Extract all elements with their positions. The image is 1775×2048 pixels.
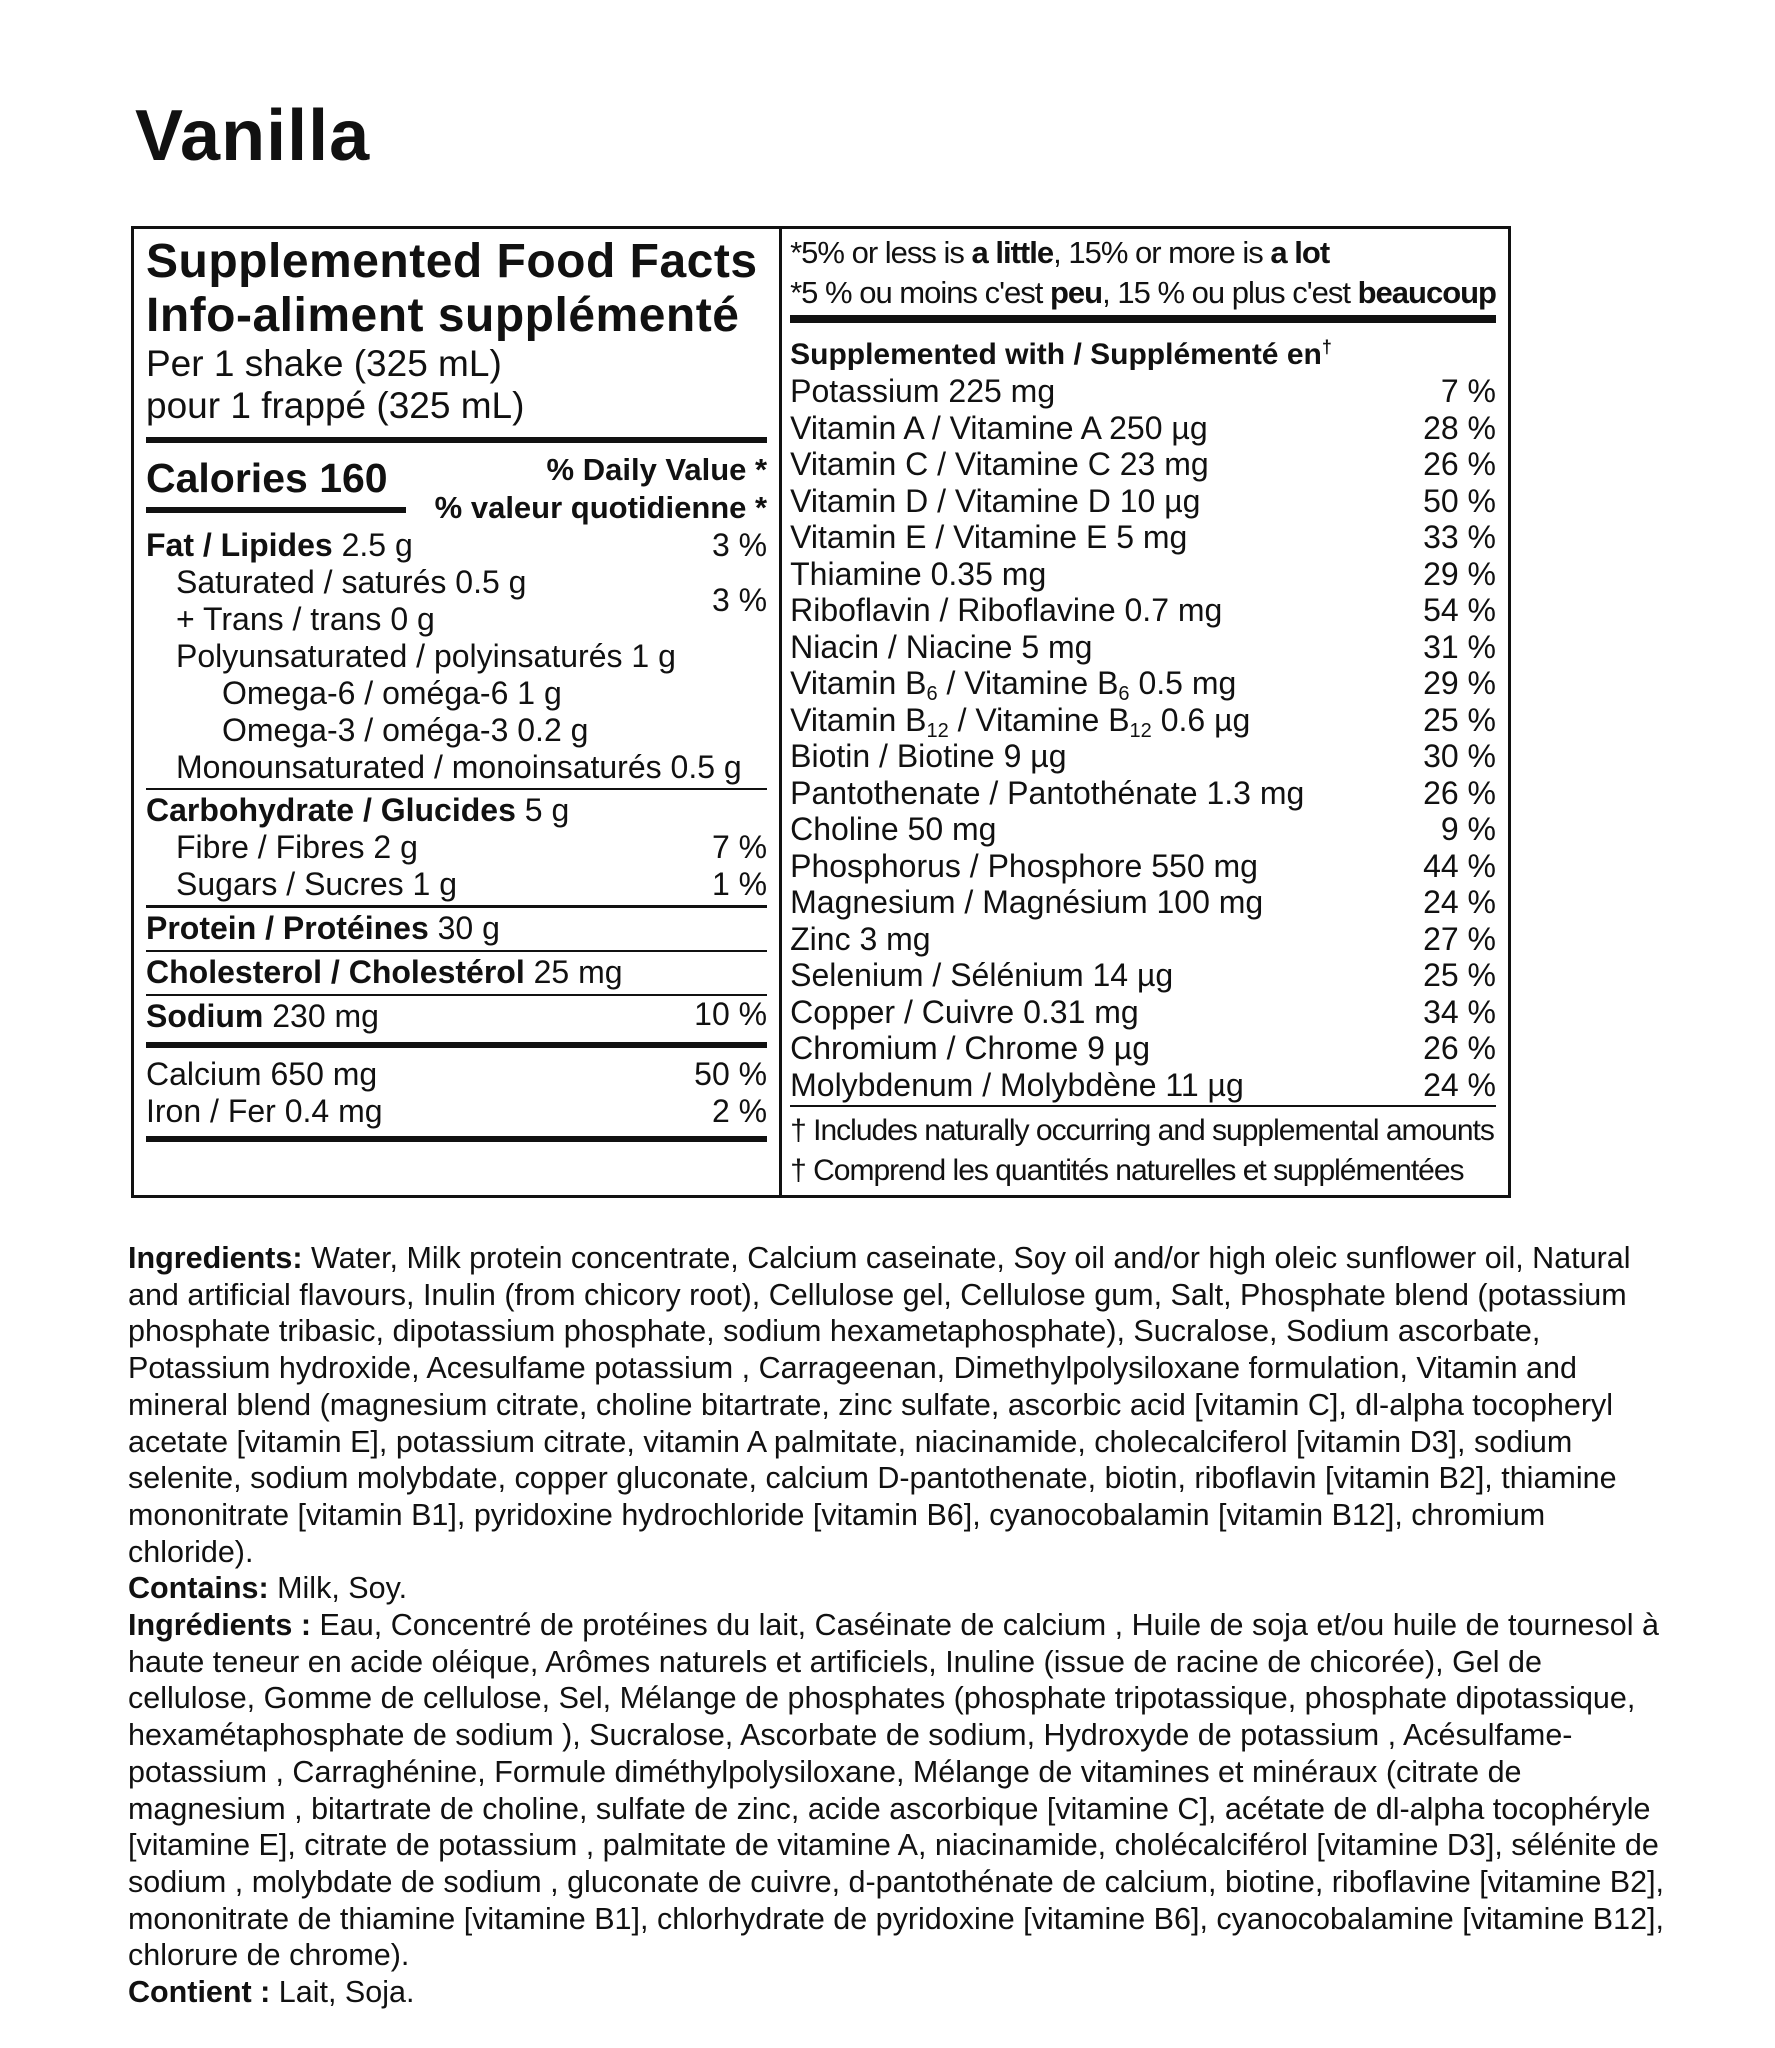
sugars-row: [146, 866, 767, 903]
omega3-row: [146, 712, 767, 749]
supplement-label: Niacin / Niacine 5 mg: [790, 628, 1093, 665]
supplement-pct: 26 %: [1423, 774, 1496, 811]
calories-row: [146, 443, 767, 525]
b12-pct: 25 %: [1423, 701, 1496, 738]
contains-en: [128, 1570, 1668, 1607]
calcium-label: Calcium 650 mg: [146, 1056, 378, 1092]
note-emphasis: a lot: [1270, 235, 1330, 270]
b6-amount: 0.5 mg: [1129, 665, 1237, 701]
supplement-row: [790, 811, 1496, 848]
supplement-label: Pantothenate / Pantothénate 1.3 mg: [790, 774, 1305, 811]
supplement-row: [790, 848, 1496, 885]
fat-label: Fat / Lipides: [146, 527, 333, 563]
supplement-row: [790, 373, 1496, 410]
iron-row: [146, 1093, 767, 1130]
cholesterol-amount: 25 mg: [524, 954, 623, 990]
divider: [790, 315, 1496, 323]
dagger-mark: †: [1321, 337, 1332, 357]
supplement-pct: 30 %: [1423, 738, 1496, 774]
sugars-pct: 1 %: [711, 866, 768, 902]
fat-section: [146, 525, 767, 788]
b6-label-b: / Vitamine B: [937, 665, 1119, 701]
ingredients-en-text: Water, Milk protein concentrate, Calcium caseinate, Soy oil and/or high oleic sunflower oil, Natural and artificial flavours, Inulin (from chicory root), Cellulose gel, Cellulose gum, Salt, Phosphate blend (potassium phosphate tribasic, dipotassium phosphate, sodium hexametaphosphate), Sucralose, Sodium ascorbate, Potassium hydroxide, Acesulfame potassium , Carrageenan, Dimethylpolysiloxane formulation, Vitamin and mineral blend (magnesium citrate, choline bitartrate, zinc sulfate, ascorbic acid [vitamin C], dl-alpha tocopheryl acetate [vitamin E], potassium citrate, vitamin A palmitate, niacinamide, cholecalciferol [vitamin D3], sodium selenite, sodium molybdate, copper gluconate, calcium D-pantothenate, biotin, riboflavin [vitamin B2], thiamine mononitrate [vitamin B1], pyridoxine hydrochloride [vitamin B6], cyanocobalamin [vitamin B12], chromium chloride).: [128, 1241, 1631, 1569]
supplement-label: Magnesium / Magnésium 100 mg: [790, 884, 1264, 920]
supplement-pct: 9 %: [1440, 811, 1496, 847]
contains-en-text: Milk, Soy.: [268, 1571, 408, 1606]
supplement-list: [790, 373, 1496, 665]
supplement-row: [790, 629, 1496, 666]
footnote-fr: † Comprend les quantités naturelles et supplémentées: [790, 1154, 1464, 1187]
supplement-row: [790, 483, 1496, 520]
omega6-row: [146, 675, 767, 712]
supplement-pct: 54 %: [1423, 592, 1496, 628]
note-text: *5% or less is: [790, 235, 972, 270]
supplement-pct: 31 %: [1423, 628, 1496, 665]
supplement-row: [790, 921, 1496, 958]
sodium-label: Sodium: [146, 998, 264, 1034]
b6-sub: 6: [1118, 683, 1130, 705]
divider: [146, 507, 406, 513]
ingredients-fr: [128, 1607, 1668, 1974]
supplement-list: [790, 738, 1496, 1103]
facts-title-fr: Info-aliment supplémenté: [146, 289, 740, 342]
b6-label-a: Vitamin B: [790, 665, 927, 701]
saturated-row: [146, 564, 768, 618]
contains-fr-text: Lait, Soja.: [270, 1975, 415, 2010]
note-emphasis: beaucoup: [1357, 275, 1496, 310]
flavor-title: Vanilla: [135, 96, 371, 176]
supplement-label: Potassium 225 mg: [790, 373, 1056, 409]
contains-fr-label: Contient :: [128, 1975, 271, 2010]
note-text: , 15 % ou plus c'est: [1102, 275, 1358, 310]
supplement-pct: 44 %: [1423, 847, 1496, 884]
supplement-row: [790, 410, 1496, 447]
note-text: , 15% or more is: [1053, 235, 1271, 270]
supplement-row-b12: [790, 701, 1496, 742]
sodium-row: [146, 996, 767, 1040]
ingredients-section: [128, 1240, 1668, 2011]
supplement-row: [790, 738, 1496, 775]
mono-row: [146, 749, 767, 786]
iron-label: Iron / Fer 0.4 mg: [146, 1093, 383, 1129]
supplement-label: Choline 50 mg: [790, 811, 997, 847]
supplemented-heading-text: Supplemented with / Supplémenté en: [790, 338, 1322, 371]
sodium-pct: 10 %: [694, 996, 768, 1032]
supplement-label: Selenium / Sélénium 14 µg: [790, 957, 1174, 993]
supplement-label: Copper / Cuivre 0.31 mg: [790, 993, 1139, 1030]
carb-label: Carbohydrate / Glucides: [146, 792, 516, 828]
supplement-pct: 24 %: [1423, 1066, 1496, 1103]
note-emphasis: a little: [971, 235, 1054, 270]
daily-value-fr: % valeur quotidienne *: [434, 490, 768, 525]
supplement-label: Vitamin A / Vitamine A 250 µg: [790, 409, 1208, 446]
supplement-label: Zinc 3 mg: [790, 920, 931, 957]
carb-amount: 5 g: [515, 792, 570, 828]
poly-row: [146, 638, 767, 675]
supplement-pct: 50 %: [1423, 482, 1496, 519]
iron-pct: 2 %: [711, 1093, 768, 1129]
daily-value-note-fr: [790, 273, 1496, 313]
supplement-label: Vitamin D / Vitamine D 10 µg: [790, 482, 1201, 519]
b12-sub: 12: [926, 719, 949, 742]
b12-sub: 12: [1129, 719, 1152, 742]
ingredients-fr-text: Eau, Concentré de protéines du lait, Caséinate de calcium , Huile de soja et/ou huile de tournesol à haute teneur en acide oléique, Arômes naturels et artificiels, Inuline (issue de racine de chicorée), Gel de cellulose, Gomme de cellulose, Sel, Mélange de phosphates (phosphate tripotassique, phosphate dipotassique, hexamétaphosphate de sodium ), Sucralose, Ascorbate de sodium, Hydroxyde de potassium , Acésulfame-potassium , Carraghénine, Formule diméthylpolysiloxane, Mélange de vitamines et minéraux (citrate de magnesium , bitartrate de choline, sulfate de zinc, acide ascorbique [vitamine C], acétate de dl-alpha tocophéryle [vitamine E], citrate de potassium , palmitate de vitamine A, niacinamide, cholécalciférol [vitamine D3], sélénite de sodium , molybdate de sodium , gluconate de cuivre, d-pantothénate de calcium, biotine, riboflavine [vitamine B2], mononitrate de thiamine [vitamine B1], chlorhydrate de pyridoxine [vitamine B6], cyanocobalamine [vitamine B12], chlorure de chrome).: [128, 1608, 1665, 1973]
facts-title-en: Supplemented Food Facts: [146, 235, 758, 288]
supplement-pct: 29 %: [1423, 555, 1496, 592]
supplement-pct: 7 %: [1440, 373, 1496, 409]
trans-label: + Trans / trans 0 g: [176, 601, 435, 637]
supplement-pct: 25 %: [1423, 957, 1496, 993]
protein-amount: 30 g: [428, 910, 500, 946]
ingredients-fr-label: Ingrédients :: [128, 1608, 312, 1643]
note-emphasis: peu: [1050, 275, 1103, 310]
footnote-en: † Includes naturally occurring and supplemental amounts: [790, 1114, 1494, 1147]
b6-pct: 29 %: [1423, 665, 1496, 701]
supplement-row: [790, 775, 1496, 812]
supplement-row: [790, 446, 1496, 483]
minerals-section: [146, 1048, 767, 1132]
calories-label: Calories 160: [146, 455, 388, 501]
b12-label-a: Vitamin B: [790, 701, 927, 738]
supplement-row: [790, 519, 1496, 556]
cholesterol-label: Cholesterol / Cholestérol: [146, 954, 525, 990]
serving-size-en: Per 1 shake (325 mL): [146, 343, 502, 384]
b12-label-b: / Vitamine B: [948, 701, 1130, 738]
note-text: *5 % ou moins c'est: [790, 275, 1050, 310]
cholesterol-row: [146, 952, 767, 994]
protein-row: [146, 908, 767, 950]
calcium-row: [146, 1056, 767, 1093]
serving-size-fr: pour 1 frappé (325 mL): [146, 385, 525, 426]
supplement-row: [790, 1067, 1496, 1104]
saturated-pct: 3 %: [711, 582, 768, 618]
supplement-label: Chromium / Chrome 9 µg: [790, 1030, 1150, 1066]
daily-value-heading: [435, 451, 767, 527]
fibre-row: [146, 829, 767, 866]
contains-fr: [128, 1974, 1668, 2011]
supplement-pct: 33 %: [1423, 519, 1496, 555]
contains-en-label: Contains:: [128, 1571, 269, 1606]
omega6-label: Omega-6 / oméga-6 1 g: [222, 675, 562, 711]
supplement-row-b6: [790, 665, 1496, 705]
supplement-label: Biotin / Biotine 9 µg: [790, 738, 1067, 774]
fat-row: [146, 527, 767, 564]
supplemented-heading: [790, 329, 1496, 373]
saturated-label: Saturated / saturés 0.5 g: [176, 564, 527, 600]
supplement-label: Vitamin E / Vitamine E 5 mg: [790, 519, 1188, 555]
omega3-label: Omega-3 / oméga-3 0.2 g: [222, 712, 589, 748]
sodium-amount: 230 mg: [263, 998, 379, 1034]
b6-sub: 6: [926, 683, 938, 705]
fat-pct: 3 %: [711, 527, 768, 563]
supplement-label: Vitamin C / Vitamine C 23 mg: [790, 446, 1209, 482]
fat-amount: 2.5 g: [332, 527, 413, 563]
supplement-row: [790, 556, 1496, 593]
ingredients-en-label: Ingredients:: [128, 1241, 303, 1275]
supplement-row: [790, 994, 1496, 1031]
protein-label: Protein / Protéines: [146, 910, 429, 946]
supplement-pct: 28 %: [1423, 409, 1496, 446]
daily-value-note-en: [790, 233, 1496, 273]
poly-label: Polyunsaturated / polyinsaturés 1 g: [176, 638, 676, 674]
footnote: [790, 1105, 1496, 1191]
fibre-label: Fibre / Fibres 2 g: [176, 829, 418, 865]
fibre-pct: 7 %: [711, 829, 768, 865]
carb-section: [146, 790, 767, 905]
supplement-row: [790, 957, 1496, 994]
nutrition-facts-table: [131, 226, 1511, 1198]
supplement-label: Phosphorus / Phosphore 550 mg: [790, 847, 1258, 884]
supplement-pct: 27 %: [1423, 920, 1496, 957]
supplement-pct: 26 %: [1423, 1030, 1496, 1066]
supplement-row: [790, 592, 1496, 629]
calcium-pct: 50 %: [694, 1056, 768, 1092]
mono-label: Monounsaturated / monoinsaturés 0.5 g: [176, 749, 742, 785]
supplement-row: [790, 1030, 1496, 1067]
supplement-row: [790, 884, 1496, 921]
supplement-pct: 26 %: [1423, 446, 1496, 482]
trans-row: [146, 601, 767, 638]
supplement-label: Thiamine 0.35 mg: [790, 555, 1047, 592]
sugars-label: Sugars / Sucres 1 g: [176, 866, 458, 902]
supplement-pct: 24 %: [1423, 884, 1496, 920]
nutrition-right-column: [782, 229, 1508, 1195]
daily-value-en: % Daily Value *: [546, 452, 768, 487]
divider: [146, 1136, 767, 1142]
nutrition-left-column: [134, 229, 782, 1195]
carb-row: [146, 792, 767, 829]
supplement-pct: 34 %: [1423, 993, 1496, 1030]
ingredients-en: [128, 1240, 1668, 1570]
supplement-label: Molybdenum / Molybdène 11 µg: [790, 1066, 1244, 1103]
supplement-label: Riboflavin / Riboflavine 0.7 mg: [790, 592, 1223, 628]
b12-amount: 0.6 µg: [1151, 701, 1251, 738]
